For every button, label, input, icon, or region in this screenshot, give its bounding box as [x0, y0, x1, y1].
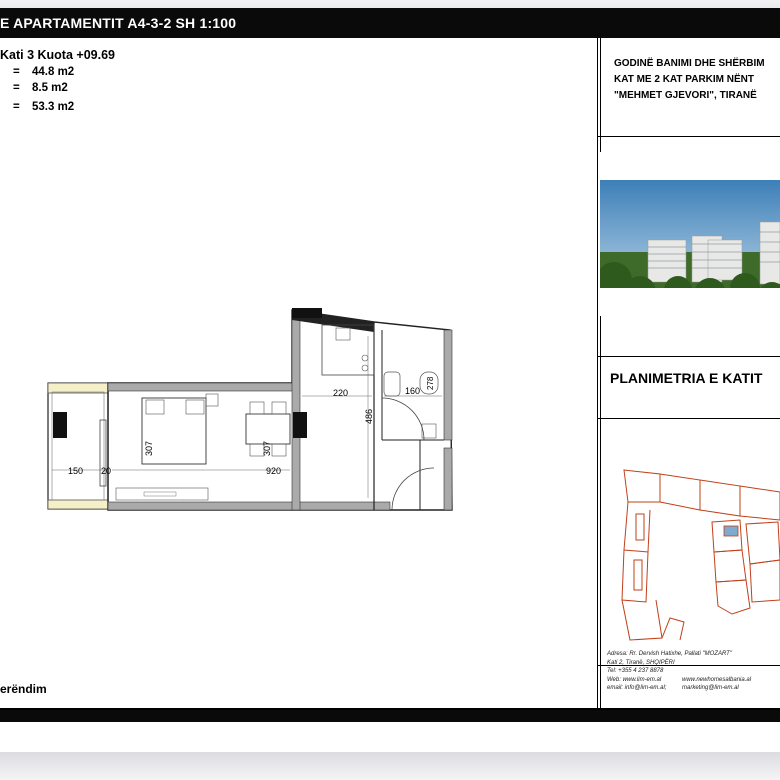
dim-220: 220 [333, 388, 349, 398]
area-row-symbol-1: = [13, 66, 20, 78]
column-1 [53, 412, 67, 438]
address-line-1: Adresa: Rr. Dervish Hatixhe, Pallati "MOZART" [607, 651, 732, 657]
sheet-title: E APARTAMENTIT A4-3-2 SH 1:100 [0, 15, 237, 31]
area-row-symbol-3: = [13, 101, 20, 113]
dim-307-living: 307 [262, 440, 272, 456]
title-block-divider-3 [598, 418, 780, 419]
dim-486: 486 [364, 408, 374, 424]
area-row-value-3: 53.3 m2 [32, 101, 75, 113]
title-block-divider-1 [598, 136, 780, 137]
address-web-2: www.newhomesalbania.al [682, 676, 752, 683]
project-title-line-2: KAT ME 2 KAT PARKIM NËNT [614, 74, 754, 85]
building-rendering-image [600, 152, 780, 316]
address-web-1: Web: www.lim-em.al [607, 676, 662, 683]
dim-920: 920 [266, 466, 282, 476]
address-email-1: email: info@lim-em.al; [607, 685, 667, 692]
address-line-2: Kati 2, Tiranë, SHQIPËRI [607, 659, 675, 666]
project-title-line-3: "MEHMET GJEVORI", TIRANË [614, 90, 757, 101]
area-row-value-2: 8.5 m2 [32, 82, 68, 94]
title-block-divider-2 [598, 356, 780, 357]
floor-level: Kati 3 Kuota +09.69 [0, 48, 115, 62]
dim-307-bed: 307 [144, 440, 154, 456]
dim-278: 278 [426, 376, 435, 390]
key-floor-plan [600, 440, 780, 660]
company-address [607, 650, 751, 693]
footer-note: erëndim [0, 682, 47, 696]
project-title [614, 56, 765, 104]
dim-150: 150 [68, 466, 84, 476]
column-2 [292, 308, 322, 318]
area-row-symbol-2: = [13, 82, 20, 94]
project-title-line-1: GODINË BANIMI DHE SHËRBIM [614, 58, 765, 69]
highlighted-apartment [724, 526, 738, 536]
floor-plan-title: PLANIMETRIA E KATIT [610, 370, 763, 386]
dim-160: 160 [405, 386, 421, 396]
address-phone: Tel: +355 4 237 8878 [607, 668, 664, 675]
column-3 [293, 412, 307, 438]
dim-20: 20 [101, 466, 112, 476]
area-row-value-1: 44.8 m2 [32, 66, 75, 78]
address-email-2: marketing@lim-em.al [682, 685, 739, 692]
